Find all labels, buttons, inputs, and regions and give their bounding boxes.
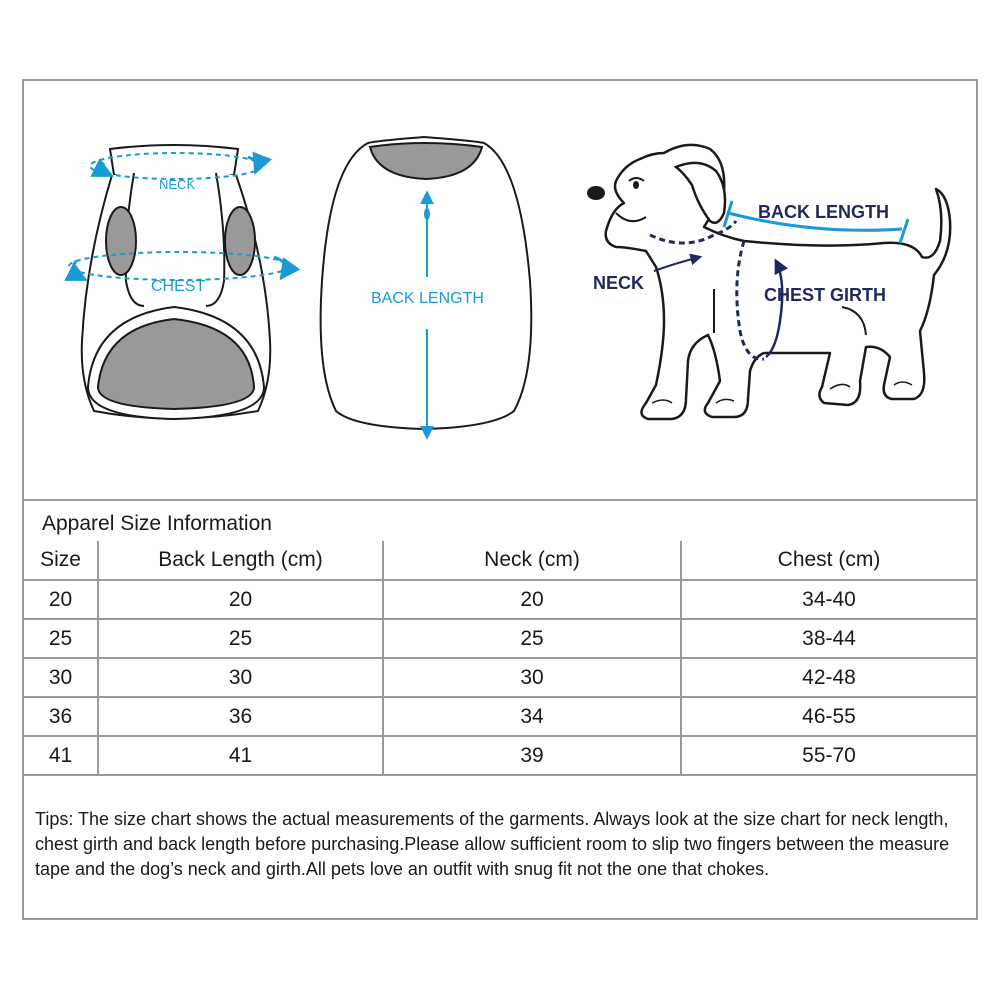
cell-chest: 38-44 — [681, 619, 976, 658]
cell-back-length: 36 — [98, 697, 383, 736]
cell-back-length: 20 — [98, 580, 383, 619]
table-row — [24, 736, 976, 775]
cell-size: 30 — [24, 658, 98, 697]
back-length-label: BACK LENGTH — [371, 290, 484, 307]
cell-neck: 20 — [383, 580, 681, 619]
header-neck: Neck (cm) — [383, 541, 681, 580]
cell-neck: 34 — [383, 697, 681, 736]
header-size: Size — [24, 541, 98, 580]
cell-back-length: 41 — [98, 736, 383, 775]
cell-back-length: 30 — [98, 658, 383, 697]
cell-back-length: 25 — [98, 619, 383, 658]
front-armhole-left — [106, 207, 136, 275]
cell-chest: 34-40 — [681, 580, 976, 619]
cell-size: 36 — [24, 697, 98, 736]
cell-size: 20 — [24, 580, 98, 619]
front-neck-label: NECK — [159, 177, 196, 192]
cell-chest: 46-55 — [681, 697, 976, 736]
table-row — [24, 619, 976, 658]
dog-back-length-label: BACK LENGTH — [758, 202, 889, 222]
front-armhole-right — [225, 207, 255, 275]
dog-chest-girth-label: CHEST GIRTH — [764, 285, 887, 305]
cell-size: 25 — [24, 619, 98, 658]
section-title: Apparel Size Information — [42, 512, 272, 535]
cell-size: 41 — [24, 736, 98, 775]
tips-text: Tips: The size chart shows the actual measurements of the garments. Always look at the size chart for neck length, chest girth and back length before purchasing.Please allow sufficient room to slip two fingers between the measure tape and the dog’s neck and girth.All pets love an outfit with snug fit not the one that chokes. — [35, 809, 950, 879]
measurement-illustration — [24, 81, 976, 499]
size-chart-frame — [22, 79, 978, 920]
section-title-row — [24, 499, 976, 541]
cell-neck: 25 — [383, 619, 681, 658]
cell-neck: 30 — [383, 658, 681, 697]
cell-chest: 42-48 — [681, 658, 976, 697]
front-chest-label: CHEST — [151, 278, 206, 295]
header-back-length: Back Length (cm) — [98, 541, 383, 580]
table-row — [24, 697, 976, 736]
cell-chest: 55-70 — [681, 736, 976, 775]
dog-nose — [587, 186, 605, 200]
garment-back-view — [321, 137, 532, 437]
table-row — [24, 658, 976, 697]
table-row — [24, 580, 976, 619]
table-header-row — [24, 541, 976, 580]
dog-neck-label: NECK — [593, 273, 645, 293]
header-chest: Chest (cm) — [681, 541, 976, 580]
size-table — [24, 541, 976, 776]
cell-neck: 39 — [383, 736, 681, 775]
